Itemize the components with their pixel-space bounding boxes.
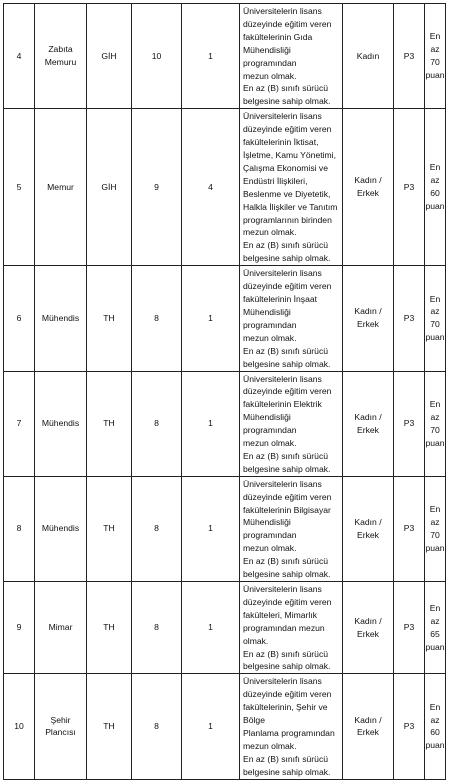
kpss-type-cell: P3	[394, 266, 425, 371]
requirements-cell: Üniversitelerin lisans düzeyinde eğitim veren fakültelerinin İktisat, İşletme, Kamu Yönetimi, Çalışma Ekonomisi ve Endüstri İlişkileri, Beslenme ve Diyetetik, Halkla İlişkiler ve Tanıtım programlarının birinden mezun olmak. En az (B) sınıfı sürücü belgesine sahip olmak.	[240, 109, 343, 266]
count-cell: 1	[182, 674, 240, 779]
table-row	[4, 582, 446, 674]
degree-cell: 8	[132, 582, 182, 674]
min-score-cell: En az 65 puan	[425, 582, 446, 674]
table-row	[4, 476, 446, 581]
min-score-cell: En az 70 puan	[425, 476, 446, 581]
min-score-cell: En az 70 puan	[425, 371, 446, 476]
class-cell: TH	[87, 582, 132, 674]
table-row	[4, 674, 446, 779]
class-cell: TH	[87, 674, 132, 779]
count-cell: 1	[182, 371, 240, 476]
requirements-cell: Üniversitelerin lisans düzeyinde eğitim veren fakültelerinin Elektrik Mühendisliği programından mezun olmak. En az (B) sınıfı sürücü belgesine sahip olmak.	[240, 371, 343, 476]
degree-cell: 9	[132, 109, 182, 266]
kpss-type-cell: P3	[394, 371, 425, 476]
job-title-cell: Zabıta Memuru	[35, 4, 87, 109]
job-title-cell: Şehir Plancısı	[35, 674, 87, 779]
class-cell: TH	[87, 371, 132, 476]
degree-cell: 10	[132, 4, 182, 109]
job-title-cell: Mühendis	[35, 266, 87, 371]
min-score-cell: En az 70 puan	[425, 266, 446, 371]
row-number-cell: 6	[4, 266, 35, 371]
table-row	[4, 371, 446, 476]
kpss-type-cell: P3	[394, 674, 425, 779]
requirements-cell: Üniversitelerin lisans düzeyinde eğitim veren fakültelerinin Bilgisayar Mühendisliği programından mezun olmak. En az (B) sınıfı sürücü belgesine sahip olmak.	[240, 476, 343, 581]
gender-cell: Kadın / Erkek	[343, 266, 394, 371]
gender-cell: Kadın / Erkek	[343, 674, 394, 779]
gender-cell: Kadın / Erkek	[343, 371, 394, 476]
kpss-type-cell: P3	[394, 109, 425, 266]
gender-cell: Kadın / Erkek	[343, 582, 394, 674]
table-row	[4, 109, 446, 266]
class-cell: TH	[87, 476, 132, 581]
document-page	[3, 3, 446, 780]
row-number-cell: 9	[4, 582, 35, 674]
row-number-cell: 8	[4, 476, 35, 581]
kpss-type-cell: P3	[394, 476, 425, 581]
min-score-cell: En az 70 puan	[425, 4, 446, 109]
job-title-cell: Mühendis	[35, 371, 87, 476]
table-row	[4, 4, 446, 109]
count-cell: 1	[182, 582, 240, 674]
count-cell: 1	[182, 4, 240, 109]
row-number-cell: 7	[4, 371, 35, 476]
kpss-type-cell: P3	[394, 4, 425, 109]
min-score-cell: En az 60 puan	[425, 674, 446, 779]
row-number-cell: 4	[4, 4, 35, 109]
gender-cell: Kadın / Erkek	[343, 109, 394, 266]
positions-table	[3, 3, 446, 780]
kpss-type-cell: P3	[394, 582, 425, 674]
row-number-cell: 10	[4, 674, 35, 779]
count-cell: 1	[182, 266, 240, 371]
requirements-cell: Üniversitelerin lisans düzeyinde eğitim veren fakültelerinin, Şehir ve Bölge Planlama programından mezun olmak. En az (B) sınıfı sürücü belgesine sahip olmak.	[240, 674, 343, 779]
degree-cell: 8	[132, 266, 182, 371]
gender-cell: Kadın	[343, 4, 394, 109]
gender-cell: Kadın / Erkek	[343, 476, 394, 581]
degree-cell: 8	[132, 476, 182, 581]
table-row	[4, 266, 446, 371]
count-cell: 4	[182, 109, 240, 266]
row-number-cell: 5	[4, 109, 35, 266]
job-title-cell: Memur	[35, 109, 87, 266]
degree-cell: 8	[132, 674, 182, 779]
requirements-cell: Üniversitelerin lisans düzeyinde eğitim veren fakülteleri, Mimarlık programından mezun olmak. En az (B) sınıfı sürücü belgesine sahip olmak.	[240, 582, 343, 674]
class-cell: GİH	[87, 4, 132, 109]
requirements-cell: Üniversitelerin lisans düzeyinde eğitim veren fakültelerinin Gıda Mühendisliği programından mezun olmak. En az (B) sınıfı sürücü belgesine sahip olmak.	[240, 4, 343, 109]
job-title-cell: Mimar	[35, 582, 87, 674]
class-cell: GİH	[87, 109, 132, 266]
degree-cell: 8	[132, 371, 182, 476]
class-cell: TH	[87, 266, 132, 371]
min-score-cell: En az 60 puan	[425, 109, 446, 266]
job-title-cell: Mühendis	[35, 476, 87, 581]
count-cell: 1	[182, 476, 240, 581]
requirements-cell: Üniversitelerin lisans düzeyinde eğitim veren fakültelerinin İnşaat Mühendisliği programından mezun olmak. En az (B) sınıfı sürücü belgesine sahip olmak.	[240, 266, 343, 371]
